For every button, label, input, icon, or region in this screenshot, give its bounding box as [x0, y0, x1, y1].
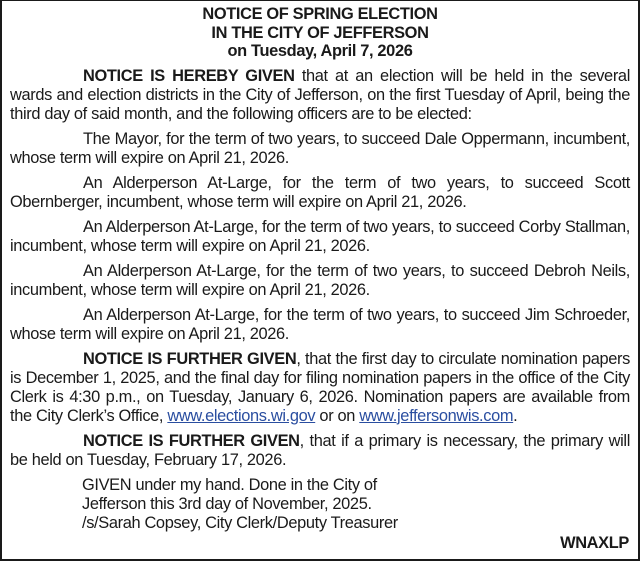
nomination-text: , that the first day to circulate nomination papers is December 1, 2025, and the final day for filing nomination papers in the office of the City Clerk is 4:30 p.m., on Tuesday, January 6, 2026. Nomination papers are available from the City Clerk’s Office,: [10, 349, 631, 425]
signature-line-1: GIVEN under my hand. Done in the City of: [82, 475, 377, 494]
signature-line-3: /s/Sarah Copsey, City Clerk/Deputy Treasurer: [82, 513, 398, 532]
office-alderperson-3: An Alderperson At-Large, for the term of two years, to succeed Debroh Neils, incumbent, whose term will expire on April 21, 2026.: [10, 261, 630, 299]
nomination-end: .: [513, 406, 518, 425]
title-line-1: NOTICE OF SPRING ELECTION: [202, 5, 438, 23]
jeffersonwis-link[interactable]: www.jeffersonwis.com: [359, 406, 514, 425]
title-line-3: on Tuesday, April 7, 2026: [227, 42, 413, 60]
nomination-paragraph: [10, 350, 630, 426]
nomination-between: or on: [315, 406, 360, 425]
signature-block: [82, 476, 630, 533]
signature-line-2: Jefferson this 3rd day of November, 2025.: [82, 494, 372, 513]
elections-link[interactable]: www.elections.wi.gov: [167, 406, 316, 425]
primary-text: , that if a primary is necessary, the primary will be held on Tuesday, February 17, 2026.: [10, 431, 631, 469]
title-line-2: IN THE CITY OF JEFFERSON: [211, 23, 429, 42]
office-alderperson-1: An Alderperson At-Large, for the term of two years, to succeed Scott Obernberger, incumbent, whose term will expire on April 21, 2026.: [10, 173, 630, 211]
publication-code: WNAXLP: [560, 534, 629, 552]
primary-lead: NOTICE IS FURTHER GIVEN: [83, 431, 300, 450]
nomination-lead: NOTICE IS FURTHER GIVEN: [83, 349, 297, 368]
intro-paragraph: [10, 67, 630, 124]
primary-paragraph: [10, 432, 630, 470]
office-alderperson-2: An Alderperson At-Large, for the term of two years, to succeed Corby Stallman, incumbent, whose term will expire on April 21, 2026.: [10, 217, 630, 255]
office-mayor: The Mayor, for the term of two years, to succeed Dale Oppermann, incumbent, whose term will expire on April 21, 2026.: [10, 129, 630, 167]
notice-title: [10, 5, 630, 61]
intro-lead: NOTICE IS HEREBY GIVEN: [83, 66, 295, 85]
office-alderperson-4: An Alderperson At-Large, for the term of two years, to succeed Jim Schroeder, whose term will expire on April 21, 2026.: [10, 305, 630, 343]
intro-text: that at an election will be held in the several wards and election districts in the City of Jefferson, on the first Tuesday of April, being the third day of said month, and the following officers are to be elected:: [10, 66, 630, 123]
